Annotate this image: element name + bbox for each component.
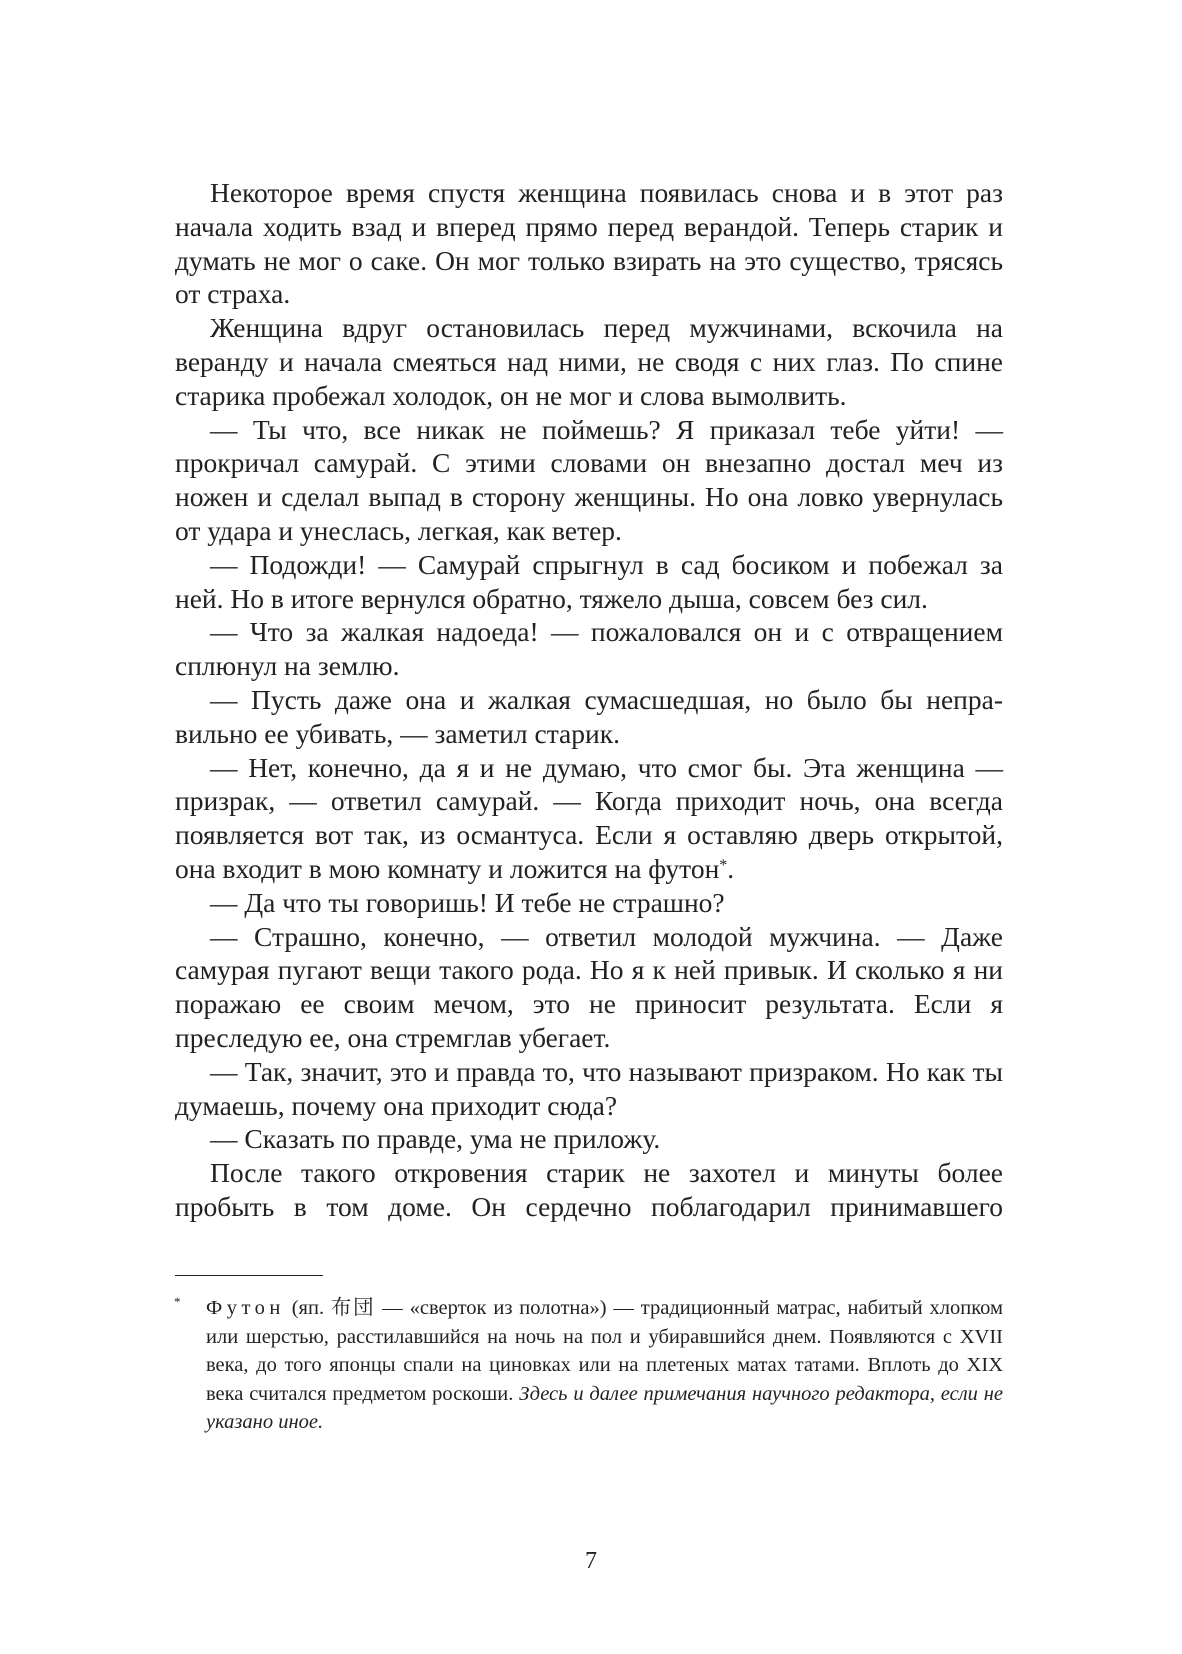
paragraph: Некоторое время спустя женщина появилась снова и в этот раз начала ходить взад и вперед прямо перед верандой. Теперь старик и думать не мог о саке. Он мог только взирать на это существо, трясясь от страха.: [175, 177, 1003, 310]
paragraph: — Пусть даже она и жалкая сумасшедшая, но было бы неправильно ее убивать, — заметил старик.: [175, 683, 1003, 749]
paragraph: — Страшно, конечно, — ответил молодой мужчина. — Даже самурая пугают вещи такого рода. Но я к ней привык. И сколько я ни поражаю ее своим мечом, это не приносит результата. Если я преследую ее, она стремглав убегает.: [175, 920, 1003, 1053]
paragraph: — Ты что, все никак не поймешь? Я приказал тебе уйти! — прокричал самурай. С этими словами он внезапно достал меч из ножен и сделал выпад в сторону женщины. Но она ловко увернулась от удара и унеслась, легкая, как ветер.: [175, 413, 1003, 546]
paragraph: После такого откровения старик не захотел и минуты более пробыть в том доме. Он сердечно поблагодарил принимавшего: [175, 1157, 1003, 1222]
footnote-term: Футон: [206, 1297, 285, 1319]
paragraph-with-footnote-ref: [175, 751, 1003, 886]
paragraph: Женщина вдруг остановилась перед мужчинами, вскочила на веранду и начала смеяться над ними, не сводя с них глаз. По спине старика пробежал холодок, он не мог и слова вымолвить.: [175, 312, 1003, 411]
main-text: [175, 176, 1003, 1224]
paragraph: — Подожди! — Самурай спрыгнул в сад босиком и побежал за ней. Но в итоге вернулся обратно, тяжело дыша, совсем без сил.: [175, 548, 1003, 614]
footnote-marker: *: [174, 1294, 181, 1309]
footnote: [175, 1294, 1003, 1437]
footnote-reference[interactable]: *: [719, 856, 728, 874]
paragraph: — Сказать по правде, ума не приложу.: [210, 1123, 661, 1155]
paragraph: — Что за жалкая надоеда! — пожаловался он и с отвращением сплюнул на землю.: [175, 616, 1003, 682]
footnote-editor-note: Здесь и далее примечания научного редактора, если не указано иное.: [206, 1382, 1003, 1434]
page-number: 7: [585, 1548, 597, 1574]
footnote-divider: [175, 1275, 323, 1276]
paragraph-end-punctuation: .: [727, 852, 735, 884]
footnote-text: [206, 1294, 1003, 1437]
footnote-body: (яп. 布団 — «сверток из полотна») — традиционный матрас, набитый хлопком или шерстью, расстилавшийся на ночь на пол и убиравшийся днем. Появляются с XVII века, до того японцы спали на циновках или на плетеных матах татами. Вплоть до XIX века считался предметом роскоши.: [206, 1297, 1003, 1405]
paragraph: — Так, значит, это и правда то, что называют призраком. Но как ты думаешь, почему она приходит сюда?: [175, 1055, 1003, 1121]
paragraph-text: — Нет, конечно, да я и не думаю, что смог бы. Эта женщина — призрак, — ответил самурай. — Когда приходит ночь, она всегда появляется вот так, из османтуса. Если я оставляю дверь открытой, она входит в мою комнату и ложится на футон: [175, 751, 1003, 884]
paragraph: — Да что ты говоришь! И тебе не страшно?: [210, 886, 725, 918]
